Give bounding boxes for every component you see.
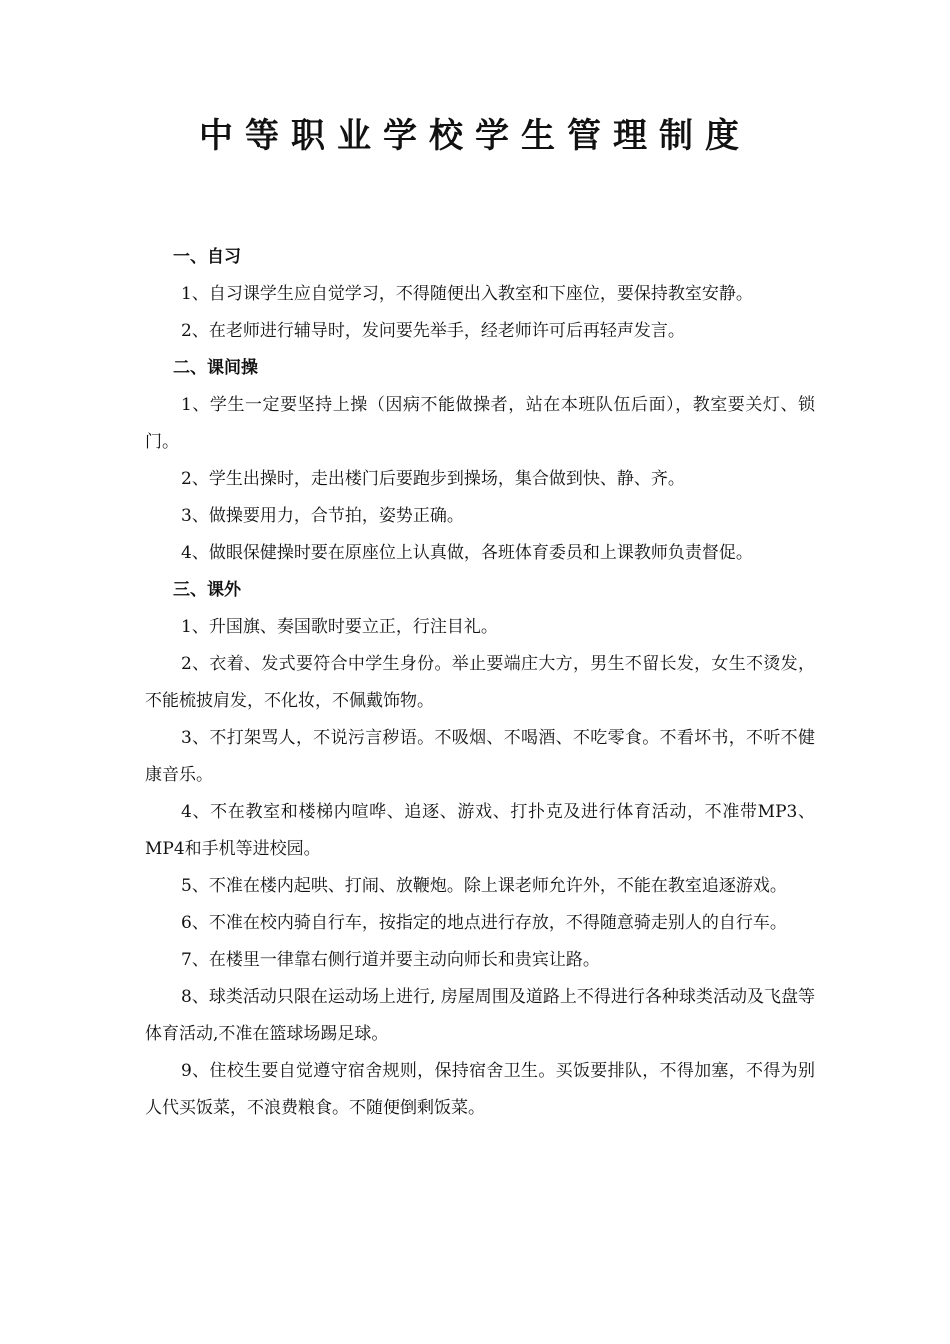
rule-item: 2、学生出操时，走出楼门后要跑步到操场，集合做到快、静、齐。 — [181, 469, 685, 489]
rule-item: 1、升国旗、奏国歌时要立正，行注目礼。 — [181, 617, 498, 637]
rule-item: 2、衣着、发式要符合中学生身份。举止要端庄大方，男生不留长发，女生不烫发，不能梳披肩发，不化妆，不佩戴饰物。 — [145, 654, 815, 711]
section-heading: 一、自习 — [173, 247, 241, 267]
document-body — [145, 239, 815, 1127]
section-exercise — [145, 350, 815, 572]
rule-item: 9、住校生要自觉遵守宿舍规则，保持宿舍卫生。买饭要排队，不得加塞，不得为别人代买饭菜，不浪费粮食。不随便倒剩饭菜。 — [145, 1061, 815, 1118]
rule-item: 1、学生一定要坚持上操（因病不能做操者，站在本班队伍后面），教室要关灯、锁门。 — [145, 395, 815, 452]
rule-item: 8、球类活动只限在运动场上进行, 房屋周围及道路上不得进行各种球类活动及飞盘等体育活动,不准在篮球场踢足球。 — [145, 987, 815, 1044]
rule-item: 5、不准在楼内起哄、打闹、放鞭炮。除上课老师允许外，不能在教室追逐游戏。 — [181, 876, 787, 896]
section-heading: 二、课间操 — [173, 358, 258, 378]
rule-item: 6、不准在校内骑自行车，按指定的地点进行存放，不得随意骑走别人的自行车。 — [181, 913, 787, 933]
rule-item: 3、不打架骂人，不说污言秽语。不吸烟、不喝酒、不吃零食。不看坏书，不听不健康音乐。 — [145, 728, 815, 785]
section-heading: 三、课外 — [173, 580, 241, 600]
section-self-study — [145, 239, 815, 350]
section-extracurricular — [145, 572, 815, 1127]
rule-item: 7、在楼里一律靠右侧行道并要主动向师长和贵宾让路。 — [181, 950, 600, 970]
rule-item: 4、做眼保健操时要在原座位上认真做，各班体育委员和上课教师负责督促。 — [181, 543, 753, 563]
rule-item: 2、在老师进行辅导时，发问要先举手，经老师许可后再轻声发言。 — [181, 321, 685, 341]
rule-item: 1、自习课学生应自觉学习，不得随便出入教室和下座位，要保持教室安静。 — [181, 284, 753, 304]
rule-item: 3、做操要用力，合节拍，姿势正确。 — [181, 506, 464, 526]
document-title: 中等职业学校学生管理制度 — [199, 116, 751, 156]
rule-item: 4、不在教室和楼梯内喧哗、追逐、游戏、打扑克及进行体育活动，不准带MP3、MP4和手机等进校园。 — [145, 802, 815, 859]
